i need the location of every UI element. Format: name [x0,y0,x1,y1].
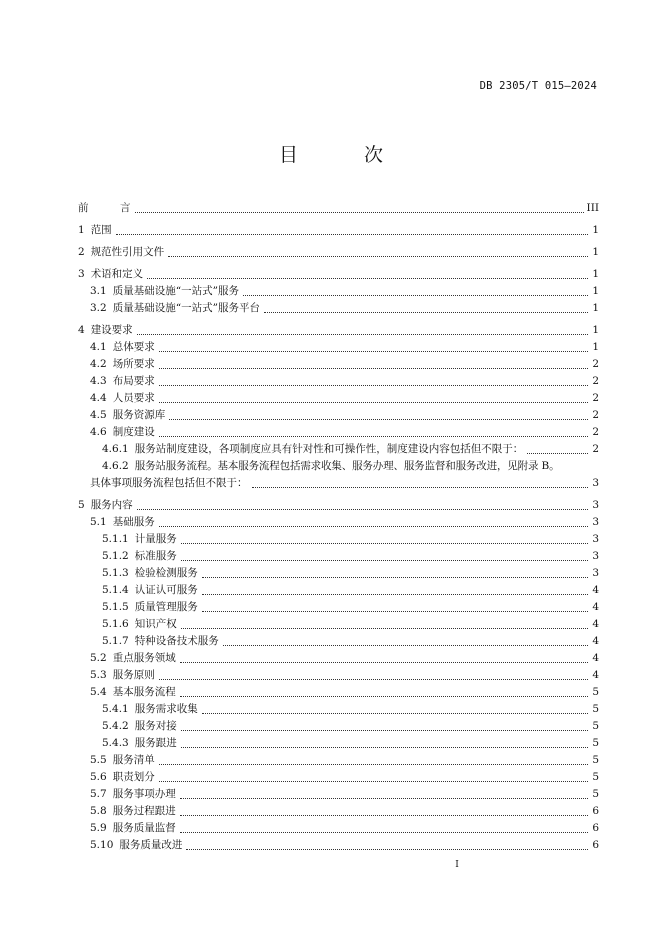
toc-leader-dots [181,737,588,748]
toc-leader-dots [180,805,588,816]
toc-entry-number: 4.5 [90,409,107,421]
toc-entry-number: 4.6 [90,426,107,438]
toc-leader-dots [181,618,588,629]
toc-entry-number: 4.3 [90,375,107,387]
toc-entry-label: 基础服务 [112,516,155,528]
toc-leader-dots [202,601,588,612]
toc-entry-page: 2 [592,426,599,438]
toc-entry[interactable] [78,769,599,786]
toc-entry-label: 服务清单 [112,754,155,766]
toc-entry-page: 2 [592,375,599,387]
toc-entry-page: 4 [592,635,599,647]
toc-entry-label: 服务过程跟进 [112,805,176,817]
toc-entry[interactable] [78,701,599,718]
toc-entry[interactable] [78,684,599,701]
toc-leader-dots [159,669,588,680]
toc-entry-page: 3 [592,533,599,545]
toc-leader-dots [159,771,588,782]
toc-entry-label: 服务原则 [112,669,155,681]
toc-entry-label: 制度建设 [112,426,155,438]
toc-entry-number: 5.2 [90,652,107,664]
toc-entry-label: 标准服务 [134,550,177,562]
toc-entry-label: 总体要求 [112,341,155,353]
toc-entry-page: 2 [592,392,599,404]
toc-entry[interactable] [78,531,599,548]
toc-entry-label: 服务内容 [90,499,133,511]
toc-entry[interactable] [78,497,599,514]
toc-leader-dots [159,392,588,403]
toc-entry[interactable] [78,283,599,300]
toc-leader-dots [159,341,588,352]
toc-leader-dots [159,754,588,765]
toc-entry-label: 质量基础设施“一站式”服务 [112,285,239,297]
toc-entry-page: 6 [592,839,599,851]
toc-entry[interactable] [78,222,599,239]
toc-entry-number: 5.5 [90,754,107,766]
toc-entry-number: 5.8 [90,805,107,817]
toc-leader-dots [202,567,588,578]
toc-entry[interactable] [78,514,599,531]
toc-entry-number: 2 [78,246,85,258]
toc-entry-number: 5.4 [90,686,107,698]
toc-entry[interactable] [78,718,599,735]
toc-leader-dots [159,358,588,369]
toc-leader-dots [159,375,588,386]
toc-entry-page: 1 [592,302,599,314]
toc-entry-page: 1 [592,224,599,236]
toc-entry-number: 3 [78,268,85,280]
toc-entry[interactable] [78,200,599,217]
toc-entry-label: 服务质量监督 [112,822,176,834]
toc-leader-dots [181,550,588,561]
toc-entry-page: 4 [592,601,599,613]
toc-entry[interactable] [78,667,599,684]
toc-entry-label: 范围 [90,224,112,236]
toc-entry-label: 职责划分 [112,771,155,783]
toc-entry[interactable] [78,356,599,373]
toc-entry-page: 1 [592,285,599,297]
toc-entry-number: 3.1 [90,285,107,297]
toc-entry-number: 5.1.1 [102,533,129,545]
toc-leader-dots [137,324,588,335]
toc-entry-page: 3 [592,499,599,511]
toc-entry[interactable] [78,322,599,339]
toc-entry-number: 5.3 [90,669,107,681]
toc-leader-dots [159,516,588,527]
toc-entry-page: 6 [592,822,599,834]
toc-entry-label: 服务质量改进 [119,839,183,851]
toc-entry[interactable] [78,735,599,752]
toc-entry-number: 5.7 [90,788,107,800]
toc-entry-page: 5 [592,737,599,749]
toc-entry-label: 基本服务流程 [112,686,176,698]
toc-leader-dots [223,635,588,646]
toc-entry-page: 3 [592,477,599,489]
toc-entry-number: 4.4 [90,392,107,404]
toc-entry[interactable] [78,803,599,820]
toc-entry[interactable] [78,582,599,599]
toc-entry-number: 4.6.1 [102,443,129,455]
toc-leader-dots [180,686,588,697]
toc-entry[interactable] [78,339,599,356]
toc-entry-label: 服务资源库 [112,409,166,421]
toc-entry-label: 术语和定义 [90,268,144,280]
toc-entry-page: 5 [592,686,599,698]
toc-entry[interactable] [78,837,599,854]
toc-entry-number: 5.1.3 [102,567,129,579]
toc-entry[interactable] [78,441,599,458]
toc-entry-page: 4 [592,652,599,664]
toc-entry-page: 1 [592,341,599,353]
toc-entry-label: 认证认可服务 [134,584,198,596]
toc-entry-number: 5.1.4 [102,584,129,596]
toc-entry[interactable] [78,752,599,769]
toc-entry-label: 服务站服务流程。基本服务流程包括需求收集、服务办理、服务监督和服务改进，见附录 B。 [134,460,560,472]
toc-entry-page: 1 [592,324,599,336]
toc-entry-page: III [586,202,599,214]
toc-entry[interactable] [78,458,599,475]
toc-entry-label: 规范性引用文件 [90,246,165,258]
toc-entry-number: 4.1 [90,341,107,353]
toc-entry-number: 4.2 [90,358,107,370]
toc-leader-dots [243,285,588,296]
toc-leader-dots [180,822,588,833]
toc-entry[interactable] [78,373,599,390]
toc-entry-number: 5.10 [90,839,114,851]
toc-entry-page: 4 [592,618,599,630]
page-title: 目 次 [278,144,414,166]
toc-entry[interactable] [78,300,599,317]
toc-entry-page: 3 [592,550,599,562]
toc-leader-dots [202,584,588,595]
toc-entry-label: 建设要求 [90,324,133,336]
toc-entry-label: 服务跟进 [134,737,177,749]
toc-entry-number: 4.6.2 [102,460,129,472]
toc-entry-label: 检验检测服务 [134,567,198,579]
toc-entry-label: 质量管理服务 [134,601,198,613]
toc-entry-number: 5.1.7 [102,635,129,647]
toc-leader-dots [147,268,588,279]
toc-entry-number: 5.6 [90,771,107,783]
toc-entry-page: 2 [592,358,599,370]
toc-entry-number: 5.4.1 [102,703,129,715]
toc-entry-label: 具体事项服务流程包括但不限于： [90,477,248,489]
toc-entry-label: 人员要求 [112,392,155,404]
toc-entry[interactable] [78,390,599,407]
toc-entry-label: 知识产权 [134,618,177,630]
toc-entry-page: 2 [592,409,599,421]
toc-entry-page: 5 [592,771,599,783]
toc-entry-page: 5 [592,754,599,766]
toc-entry-number: 5.1 [90,516,107,528]
toc-entry-number: 3.2 [90,302,107,314]
toc-entry-label: 重点服务领域 [112,652,176,664]
toc-leader-dots [181,533,588,544]
toc-leader-dots [116,224,588,235]
toc-entry[interactable] [78,244,599,261]
toc-entry[interactable] [78,407,599,424]
toc-entry[interactable] [78,616,599,633]
toc-entry-label: 计量服务 [134,533,177,545]
page-number: I [455,860,459,870]
toc-leader-dots [527,443,588,454]
toc-entry-page: 6 [592,805,599,817]
toc-leader-dots [137,499,588,510]
toc-entry[interactable] [78,548,599,565]
toc-leader-dots [202,703,588,714]
toc-entry-label: 质量基础设施“一站式”服务平台 [112,302,260,314]
toc-entry-page: 3 [592,516,599,528]
toc-entry-page: 1 [592,246,599,258]
toc-leader-dots [168,246,588,257]
toc-leader-dots [252,477,589,488]
toc-entry-label: 特种设备技术服务 [134,635,219,647]
toc-entry-label: 布局要求 [112,375,155,387]
toc-leader-dots [180,652,588,663]
toc-entry-label: 服务事项办理 [112,788,176,800]
table-of-contents [78,200,599,854]
toc-leader-dots [181,720,588,731]
toc-entry-page: 5 [592,788,599,800]
toc-entry-number: 5.1.5 [102,601,129,613]
toc-entry[interactable] [78,820,599,837]
toc-entry[interactable] [78,565,599,582]
toc-entry-label: 服务对接 [134,720,177,732]
toc-leader-dots [180,788,588,799]
toc-entry-page: 5 [592,703,599,715]
toc-leader-dots [186,839,588,850]
toc-entry-page: 2 [592,443,599,455]
toc-entry[interactable] [78,266,599,283]
toc-entry-number: 5.9 [90,822,107,834]
toc-entry-number: 1 [78,224,85,236]
toc-entry-number: 5.1.2 [102,550,129,562]
toc-entry-number: 5 [78,499,85,511]
toc-entry[interactable] [78,599,599,616]
toc-entry-label: 服务需求收集 [134,703,198,715]
toc-entry[interactable] [78,633,599,650]
toc-leader-dots [169,409,588,420]
toc-entry[interactable] [78,424,599,441]
toc-entry-number: 4 [78,324,85,336]
toc-entry-page: 4 [592,669,599,681]
toc-entry-number: 5.1.6 [102,618,129,630]
toc-entry-label: 服务站制度建设，各项制度应具有针对性和可操作性，制度建设内容包括但不限于： [134,443,524,455]
toc-entry-label: 场所要求 [112,358,155,370]
toc-entry[interactable] [78,475,599,492]
toc-entry-page: 4 [592,584,599,596]
toc-entry-label: 前 言 [78,202,131,214]
toc-entry-number: 5.4.2 [102,720,129,732]
toc-leader-dots [159,426,588,437]
toc-entry-page: 1 [592,268,599,280]
toc-entry[interactable] [78,650,599,667]
toc-entry-page: 3 [592,567,599,579]
toc-leader-dots [264,302,588,313]
toc-entry-number: 5.4.3 [102,737,129,749]
toc-leader-dots [135,202,584,213]
document-code: DB 2305/T 015—2024 [479,80,597,92]
toc-entry[interactable] [78,786,599,803]
toc-entry-page: 5 [592,720,599,732]
